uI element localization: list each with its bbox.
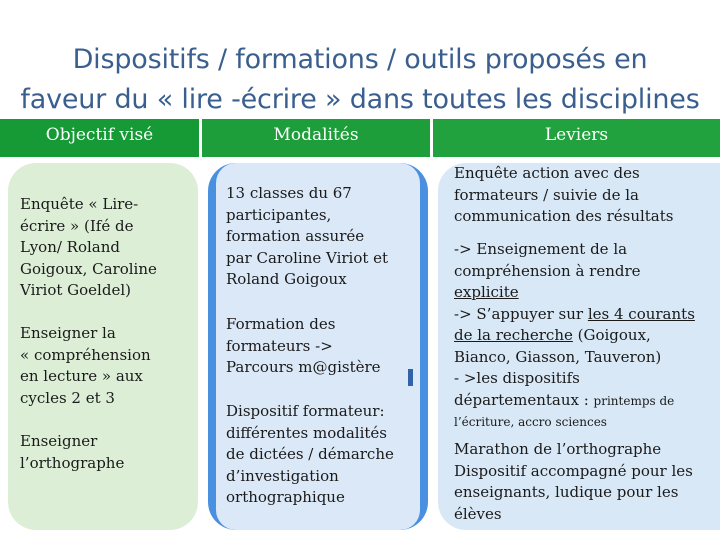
- slide-title-line-2: faveur du « lire -écrire » dans toutes les disciplines: [20, 84, 700, 115]
- leviers-block-comprehension: -> Enseignement de la compréhension à rendre explicite -> S’appuyer sur les 4 courants de la recherche (Goigoux, Bianco, Giasson, Tauveron) - >les dispositifs départementaux : printemps de l’écriture, accro sciences: [454, 240, 695, 429]
- slide-title-line-1: Dispositifs / formations / outils proposés en: [72, 44, 648, 75]
- objectif-block-enquete: Enquête « Lire- écrire » (Ifé de Lyon/ Roland Goigoux, Caroline Viriot Goeldel): [20, 195, 157, 299]
- column-objectif: [8, 163, 198, 530]
- modalites-block-dispositif: Dispositif formateur: différentes modalités de dictées / démarche d’investigation orthographique: [226, 402, 394, 506]
- header-objectif: Objectif visé: [0, 119, 199, 157]
- slide-title: [0, 40, 720, 120]
- header-modalites: Modalités: [202, 119, 430, 157]
- leviers-block-enquete: Enquête action avec des formateurs / suivie de la communication des résultats: [454, 164, 674, 225]
- leviers-block-marathon: Marathon de l’orthographe Dispositif accompagné pour les enseignants, ludique pour les élèves: [454, 440, 693, 523]
- column-leviers: [438, 163, 720, 530]
- column-modalites-panel: [216, 163, 420, 530]
- vertical-bar-icon: [408, 369, 413, 386]
- modalites-block-classes: 13 classes du 67 participantes, formation assurée par Caroline Viriot et Roland Goigoux: [226, 184, 389, 288]
- column-modalites: [208, 163, 428, 530]
- objectif-block-comprehension: Enseigner la « compréhension en lecture » aux cycles 2 et 3: [20, 324, 151, 407]
- header-leviers: Leviers: [433, 119, 720, 157]
- objectif-block-orthographe: Enseigner l’orthographe: [20, 432, 125, 472]
- modalites-block-formation: Formation des formateurs -> Parcours m@gistère: [226, 315, 381, 376]
